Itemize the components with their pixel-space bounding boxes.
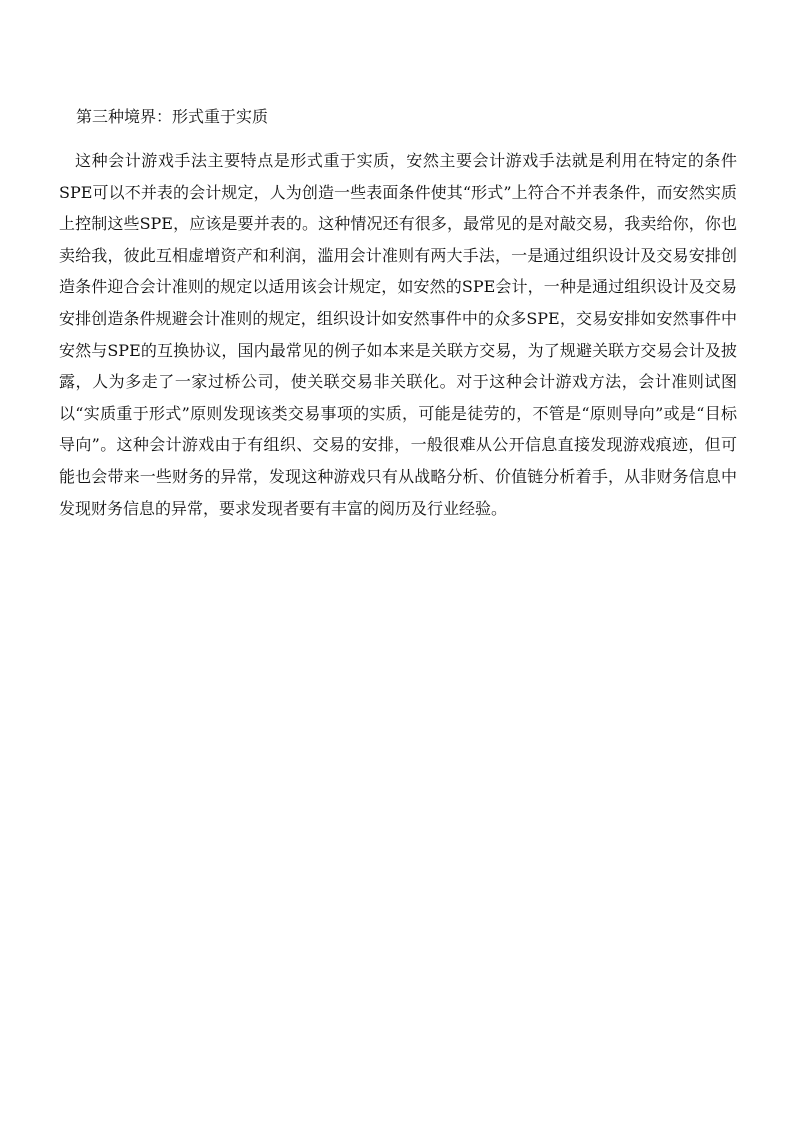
body-paragraph: 这种会计游戏手法主要特点是形式重于实质，安然主要会计游戏手法就是利用在特定的条件SPE可以不并表的会计规定，人为创造一些表面条件使其“形式”上符合不并表条件，而安然实质上控制这些SPE，应该是要并表的。这种情况还有很多，最常见的是对敲交易，我卖给你，你也卖给我，彼此互相虚增资产和利润，滥用会计准则有两大手法，一是通过组织设计及交易安排创造条件迎合会计准则的规定以适用该会计规定，如安然的SPE会计，一种是通过组织设计及交易安排创造条件规避会计准则的规定，组织设计如安然事件中的众多SPE，交易安排如安然事件中安然与SPE的互换协议，国内最常见的例子如本来是关联方交易，为了规避关联方交易会计及披露，人为多走了一家过桥公司，使关联交易非关联化。对于这种会计游戏方法，会计准则试图以“实质重于形式”原则发现该类交易事项的实质，可能是徒劳的，不管是“原则导向”或是“目标导向”。这种会计游戏由于有组织、交易的安排，一般很难从公开信息直接发现游戏痕迹，但可能也会带来一些财务的异常，发现这种游戏只有从战略分析、价值链分析着手，从非财务信息中发现财务信息的异常，要求发现者要有丰富的阅历及行业经验。: [59, 151, 737, 518]
section-heading: 第三种境界：形式重于实质: [76, 107, 269, 126]
